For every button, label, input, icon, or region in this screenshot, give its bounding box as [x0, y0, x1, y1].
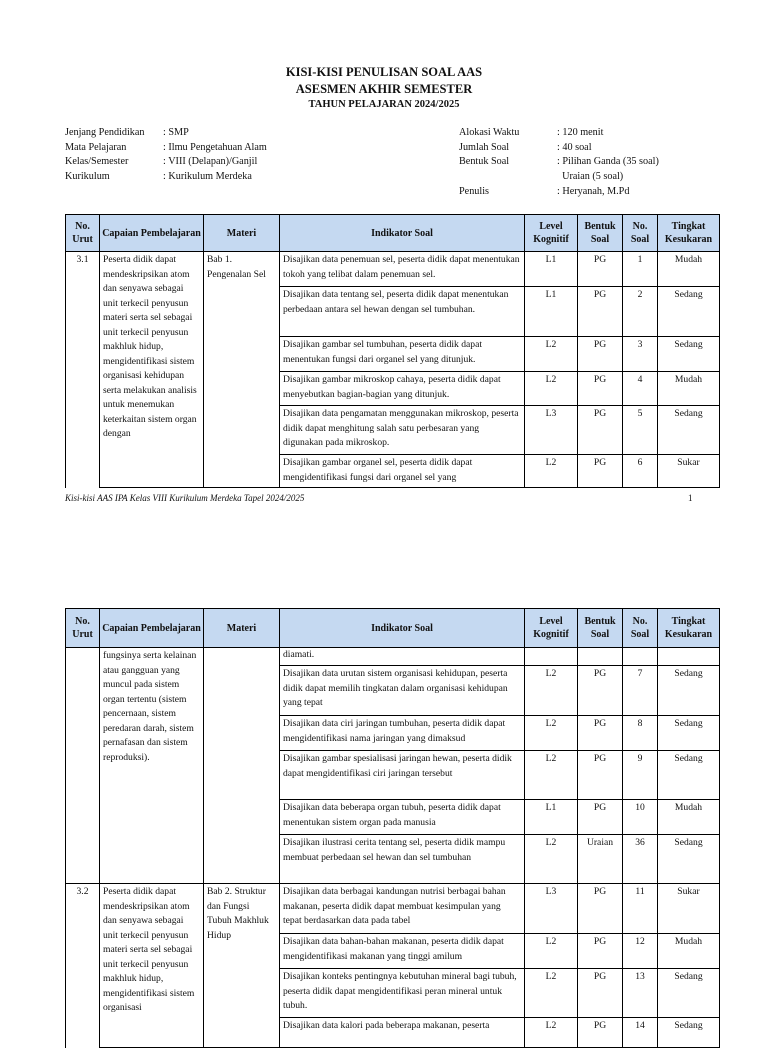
bentuk-cell: PG: [578, 287, 623, 337]
no-soal-cell: 36: [623, 835, 658, 884]
level-cell: L1: [525, 800, 578, 835]
capaian-cell: Peserta didik dapat mendeskripsikan atom dan senyawa sebagai unit terkecil penyusun materi serta sel sebagai unit terkecil penyusun makhluk hidup, mengidentifikasi sistem organisasi: [100, 884, 204, 1048]
bentuk-cell: [578, 648, 623, 666]
bentuk-cell: PG: [578, 934, 623, 969]
tingkat-cell: Sedang: [658, 751, 720, 800]
meta-value: : 120 menit: [557, 127, 604, 138]
bentuk-cell: PG: [578, 666, 623, 716]
meta-label: [459, 170, 557, 185]
header-capaian: Capaian Pembelajaran: [100, 609, 204, 648]
meta-value: : Heryanah, M.Pd: [557, 186, 630, 198]
header-materi: Materi: [204, 215, 280, 252]
level-cell: L2: [525, 934, 578, 969]
bentuk-cell: PG: [578, 455, 623, 488]
no-urut-cell: [66, 648, 100, 884]
no-soal-cell: 13: [623, 969, 658, 1018]
page-number: 1: [688, 493, 693, 503]
document-title: KISI-KISI PENULISAN SOAL AAS: [285, 65, 483, 79]
indikator-cell: Disajikan data tentang sel, peserta didik dapat menentukan perbedaan antara sel hewan dengan sel tumbuhan.: [280, 287, 525, 337]
indikator-cell: Disajikan data berbagai kandungan nutrisi berbagai bahan makanan, peserta didik dapat membuat kesimpulan yang tepat berdasarkan data pada tabel: [280, 884, 525, 934]
indikator-cell: Disajikan data urutan sistem organisasi kehidupan, peserta didik dapat memilih tingkatan dalam organisasi kehidupan yang tepat: [280, 666, 525, 716]
no-soal-cell: 3: [623, 337, 658, 372]
no-soal-cell: 12: [623, 934, 658, 969]
tingkat-cell: Sukar: [658, 455, 720, 488]
no-soal-cell: 5: [623, 406, 658, 455]
meta-label: Kelas/Semester: [65, 156, 129, 168]
no-soal-cell: 11: [623, 884, 658, 934]
level-cell: L2: [525, 835, 578, 884]
indikator-cell: Disajikan gambar sel tumbuhan, peserta didik dapat menentukan fungsi dari organel sel yang ditunjuk.: [280, 337, 525, 372]
page-footer: Kisi-kisi AAS IPA Kelas VIII Kurikulum Merdeka Tapel 2024/2025: [65, 493, 305, 503]
indikator-cell: Disajikan data kalori pada beberapa makanan, peserta: [280, 1018, 525, 1048]
header-level: Level Kognitif: [525, 215, 578, 252]
no-soal-cell: 10: [623, 800, 658, 835]
tingkat-cell: Sedang: [658, 337, 720, 372]
capaian-cell: fungsinya serta kelainan atau gangguan yang muncul pada sistem organ tertentu (sistem pencernaan, sistem peredaran darah, sistem pernafasan dan sistem reproduksi).: [100, 648, 204, 884]
bentuk-cell: PG: [578, 1018, 623, 1048]
bentuk-cell: PG: [578, 751, 623, 800]
bentuk-cell: PG: [578, 337, 623, 372]
materi-cell: Bab 2. Struktur dan Fungsi Tubuh Makhluk Hidup: [204, 884, 280, 1048]
document-subtitle: ASESMEN AKHIR SEMESTER: [295, 82, 473, 96]
meta-value: : SMP: [163, 127, 189, 138]
meta-value: : VIII (Delapan)/Ganjil: [163, 156, 258, 168]
meta-right: [459, 126, 659, 200]
header-indikator: Indikator Soal: [280, 215, 525, 252]
no-soal-cell: 6: [623, 455, 658, 488]
header-level: Level Kognitif: [525, 609, 578, 648]
document-page-2: [0, 520, 768, 1031]
no-urut-cell: 3.2: [66, 884, 100, 1048]
level-cell: L2: [525, 1018, 578, 1048]
header-no-soal: No. Soal: [623, 609, 658, 648]
meta-label: Jenjang Pendidikan: [65, 127, 145, 138]
no-soal-cell: 2: [623, 287, 658, 337]
meta-label: Penulis: [459, 186, 490, 198]
level-cell: L3: [525, 406, 578, 455]
bentuk-cell: PG: [578, 884, 623, 934]
tingkat-cell: Sedang: [658, 1018, 720, 1048]
tingkat-cell: Sedang: [658, 666, 720, 716]
header-bentuk: Bentuk Soal: [578, 215, 623, 252]
tingkat-cell: [658, 648, 720, 666]
level-cell: L2: [525, 969, 578, 1018]
meta-label: Jumlah Soal: [459, 141, 510, 153]
tingkat-cell: Mudah: [658, 934, 720, 969]
level-cell: L2: [525, 666, 578, 716]
header-materi: Materi: [204, 609, 280, 648]
meta-value: : Pilihan Ganda (35 soal): [557, 156, 659, 168]
level-cell: L1: [525, 287, 578, 337]
indikator-cell: Disajikan gambar mikroskop cahaya, peserta didik dapat menyebutkan bagian-bagian yang ditunjuk.: [280, 372, 525, 406]
level-cell: L1: [525, 252, 578, 287]
indikator-cell: diamati.: [280, 648, 525, 666]
academic-year: TAHUN PELAJARAN 2024/2025: [308, 99, 460, 110]
capaian-cell: Peserta didik dapat mendeskripsikan atom dan senyawa sebagai unit terkecil penyusun materi serta sel sebagai unit terkecil penyusun makhluk hidup, mengidentifikasi sistem organisasi kehidupan serta melakukan analisis untuk menemukan keterkaitan sistem organ dengan: [100, 252, 204, 488]
level-cell: L2: [525, 337, 578, 372]
meta-value: : Kurikulum Merdeka: [163, 170, 252, 182]
document-page-1: [0, 0, 768, 520]
header-no-urut: No. Urut: [66, 609, 100, 648]
indikator-cell: Disajikan gambar organel sel, peserta didik dapat mengidentifikasi fungsi dari organel sel yang: [280, 455, 525, 488]
tingkat-cell: Mudah: [658, 800, 720, 835]
bentuk-cell: PG: [578, 969, 623, 1018]
meta-value: : Ilmu Pengetahuan Alam: [163, 141, 267, 153]
indikator-cell: Disajikan ilustrasi cerita tentang sel, peserta didik mampu membuat perbedaan sel hewan dan sel tumbuhan: [280, 835, 525, 884]
level-cell: L2: [525, 455, 578, 488]
bentuk-cell: PG: [578, 716, 623, 751]
bentuk-cell: PG: [578, 372, 623, 406]
header-tingkat: Tingkat Kesukaran: [658, 215, 720, 252]
table-row: [66, 252, 720, 287]
header-no-urut: No. Urut: [66, 215, 100, 252]
no-soal-cell: 9: [623, 751, 658, 800]
indikator-cell: Disajikan data beberapa organ tubuh, peserta didik dapat menentukan sistem organ pada manusia: [280, 800, 525, 835]
bentuk-cell: Uraian: [578, 835, 623, 884]
kisi-kisi-table-page-1: [65, 214, 720, 488]
table-row: [66, 884, 720, 934]
bentuk-cell: PG: [578, 252, 623, 287]
tingkat-cell: Mudah: [658, 252, 720, 287]
tingkat-cell: Sukar: [658, 884, 720, 934]
header-no-soal: No. Soal: [623, 215, 658, 252]
indikator-cell: Disajikan data bahan-bahan makanan, peserta didik dapat mengidentifikasi makanan yang tinggi amilum: [280, 934, 525, 969]
header-tingkat: Tingkat Kesukaran: [658, 609, 720, 648]
level-cell: L3: [525, 884, 578, 934]
bentuk-cell: PG: [578, 406, 623, 455]
meta-label: Alokasi Waktu: [459, 127, 520, 138]
table-row: [66, 648, 720, 666]
header-indikator: Indikator Soal: [280, 609, 525, 648]
tingkat-cell: Mudah: [658, 372, 720, 406]
no-soal-cell: 4: [623, 372, 658, 406]
no-soal-cell: 8: [623, 716, 658, 751]
no-soal-cell: [623, 648, 658, 666]
no-urut-cell: 3.1: [66, 252, 100, 488]
indikator-cell: Disajikan gambar spesialisasi jaringan hewan, peserta didik dapat mengidentifikasi ciri jaringan tersebut: [280, 751, 525, 800]
header-bentuk: Bentuk Soal: [578, 609, 623, 648]
tingkat-cell: Sedang: [658, 835, 720, 884]
meta-label: Bentuk Soal: [459, 156, 510, 168]
no-soal-cell: 1: [623, 252, 658, 287]
indikator-cell: Disajikan data pengamatan menggunakan mikroskop, peserta didik dapat menghitung salah satu perbesaran yang digunakan pada mikroskop.: [280, 406, 525, 455]
level-cell: L2: [525, 751, 578, 800]
bentuk-cell: PG: [578, 800, 623, 835]
level-cell: [525, 648, 578, 666]
no-soal-cell: 14: [623, 1018, 658, 1048]
meta-label: Kurikulum: [65, 170, 110, 182]
tingkat-cell: Sedang: [658, 716, 720, 751]
materi-cell: Bab 1. Pengenalan Sel: [204, 252, 280, 488]
materi-cell: [204, 648, 280, 884]
meta-value: Uraian (5 soal): [557, 170, 624, 182]
level-cell: L2: [525, 716, 578, 751]
tingkat-cell: Sedang: [658, 287, 720, 337]
no-soal-cell: 7: [623, 666, 658, 716]
indikator-cell: Disajikan konteks pentingnya kebutuhan mineral bagi tubuh, peserta didik dapat mengidentifikasi peran mineral untuk tubuh.: [280, 969, 525, 1018]
header-capaian: Capaian Pembelajaran: [100, 215, 204, 252]
meta-value: : 40 soal: [557, 141, 592, 153]
indikator-cell: Disajikan data ciri jaringan tumbuhan, peserta didik dapat mengidentifikasi nama jaringan yang dimaksud: [280, 716, 525, 751]
indikator-cell: Disajikan data penemuan sel, peserta didik dapat menentukan tokoh yang telibat dalam penemuan sel.: [280, 252, 525, 287]
tingkat-cell: Sedang: [658, 406, 720, 455]
meta-label: Mata Pelajaran: [65, 141, 127, 153]
level-cell: L2: [525, 372, 578, 406]
meta-left: [65, 126, 267, 184]
kisi-kisi-table-page-2: [65, 608, 720, 1048]
tingkat-cell: Sedang: [658, 969, 720, 1018]
